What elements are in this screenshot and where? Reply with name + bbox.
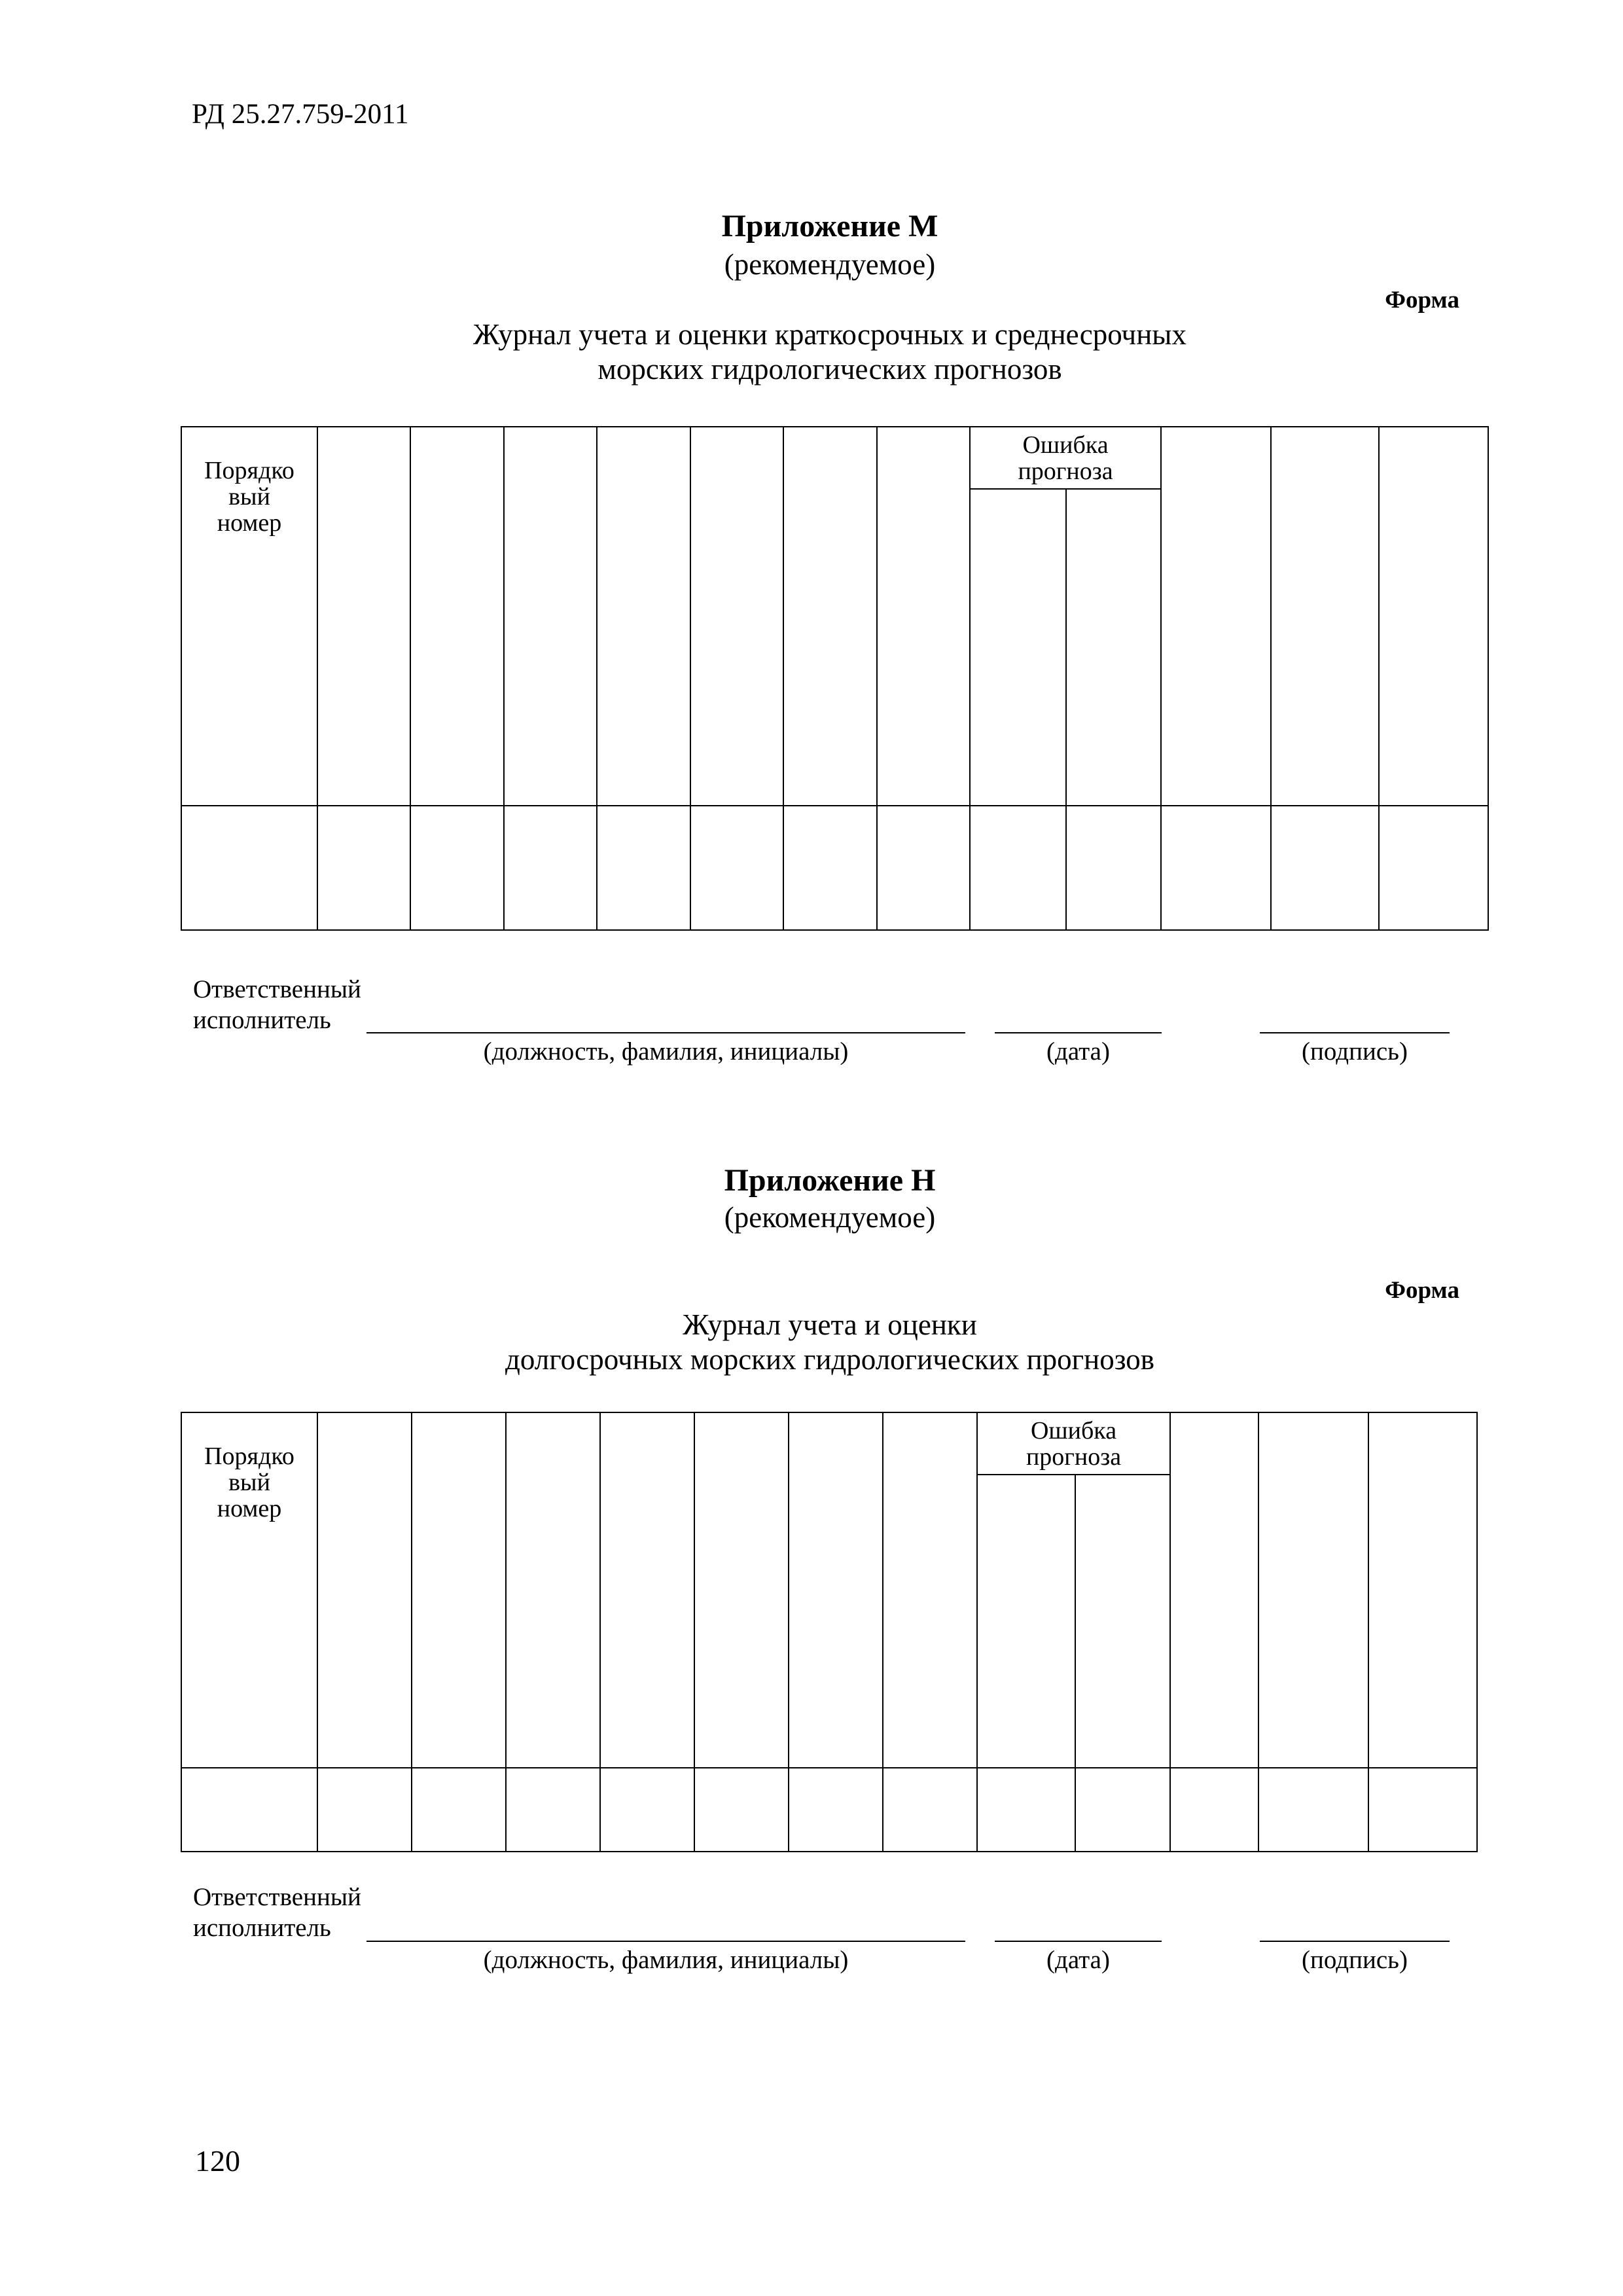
appendix-m-responsible-label: Ответственный исполнитель bbox=[193, 975, 361, 1034]
data-cell[interactable] bbox=[181, 806, 317, 930]
data-cell[interactable] bbox=[1161, 806, 1271, 930]
data-cell[interactable] bbox=[694, 1768, 789, 1852]
table-row bbox=[181, 806, 1488, 930]
table-row bbox=[181, 1768, 1477, 1852]
data-cell[interactable] bbox=[317, 806, 410, 930]
appendix-n-title: Приложение Н bbox=[724, 1163, 936, 1198]
data-cell[interactable] bbox=[597, 806, 690, 930]
header-order-number: Порядко вый номер bbox=[181, 1412, 317, 1768]
responsible-name-line[interactable] bbox=[366, 1941, 965, 1942]
caption-position-name: (должность, фамилия, инициалы) bbox=[483, 1946, 849, 1974]
header-date bbox=[317, 1412, 412, 1768]
journal-title-line2: долгосрочных морских гидрологических прогнозов bbox=[505, 1343, 1154, 1376]
header-lead-time bbox=[600, 1412, 694, 1768]
data-cell[interactable] bbox=[970, 806, 1066, 930]
responsible-signature-line[interactable] bbox=[1260, 1032, 1450, 1033]
page-number: 120 bbox=[195, 2144, 240, 2178]
header-fraction-error bbox=[1075, 1475, 1170, 1768]
data-cell[interactable] bbox=[412, 1768, 506, 1852]
header-note bbox=[1271, 427, 1379, 806]
caption-position-name: (должность, фамилия, инициалы) bbox=[483, 1037, 849, 1066]
header-observed bbox=[783, 427, 877, 806]
journal-title-line1: Журнал учета и оценки bbox=[683, 1308, 977, 1341]
data-cell[interactable] bbox=[690, 806, 783, 930]
data-cell[interactable] bbox=[410, 806, 504, 930]
data-cell[interactable] bbox=[977, 1768, 1075, 1852]
appendix-m-form-label: Форма bbox=[1385, 287, 1459, 314]
header-lead-time bbox=[597, 427, 690, 806]
responsible-date-line[interactable] bbox=[995, 1941, 1162, 1942]
data-cell[interactable] bbox=[1258, 1768, 1368, 1852]
header-forecast-error-group: Ошибка прогноза bbox=[977, 1412, 1170, 1475]
appendix-m-title: Приложение М bbox=[721, 209, 938, 243]
data-cell[interactable] bbox=[1271, 806, 1379, 930]
data-cell[interactable] bbox=[789, 1768, 883, 1852]
data-cell[interactable] bbox=[877, 806, 970, 930]
header-order-number: Порядко вый номер bbox=[181, 427, 317, 806]
data-cell[interactable] bbox=[504, 806, 597, 930]
caption-date: (дата) bbox=[1046, 1037, 1110, 1066]
data-cell[interactable] bbox=[317, 1768, 412, 1852]
appendix-n-form-label: Форма bbox=[1385, 1277, 1459, 1304]
data-cell[interactable] bbox=[600, 1768, 694, 1852]
data-cell[interactable] bbox=[1075, 1768, 1170, 1852]
appendix-n-subtitle: (рекомендуемое) bbox=[724, 1201, 936, 1234]
responsible-name-line[interactable] bbox=[366, 1032, 965, 1033]
data-cell[interactable] bbox=[783, 806, 877, 930]
data-cell[interactable] bbox=[1379, 806, 1488, 930]
data-cell[interactable] bbox=[1170, 1768, 1258, 1852]
header-justified bbox=[1170, 1412, 1258, 1768]
journal-title-line1: Журнал учета и оценки краткосрочных и среднесрочных bbox=[473, 318, 1187, 351]
data-cell[interactable] bbox=[1066, 806, 1161, 930]
header-station bbox=[506, 1412, 600, 1768]
header-forecast-error-group: Ошибка прогноза bbox=[970, 427, 1161, 489]
appendix-m-subtitle: (рекомендуемое) bbox=[724, 248, 936, 281]
header-absolute-error bbox=[977, 1475, 1075, 1768]
appendix-n-journal-table bbox=[181, 1412, 1478, 1852]
appendix-n-responsible-label: Ответственный исполнитель bbox=[193, 1883, 361, 1942]
header-absolute-error bbox=[970, 489, 1066, 806]
header-predicted bbox=[694, 1412, 789, 1768]
header-sea bbox=[410, 427, 504, 806]
header-allowed-error bbox=[883, 1412, 977, 1768]
appendix-m-journal-table bbox=[181, 426, 1489, 931]
data-cell[interactable] bbox=[1368, 1768, 1477, 1852]
data-cell[interactable] bbox=[181, 1768, 317, 1852]
caption-signature: (подпись) bbox=[1302, 1946, 1408, 1974]
caption-signature: (подпись) bbox=[1302, 1037, 1408, 1066]
data-cell[interactable] bbox=[506, 1768, 600, 1852]
header-predicted bbox=[690, 427, 783, 806]
header-justified bbox=[1161, 427, 1271, 806]
header-signature bbox=[1368, 1412, 1477, 1768]
header-fraction-error bbox=[1066, 489, 1161, 806]
header-signature bbox=[1379, 427, 1488, 806]
appendix-m-journal-title bbox=[0, 317, 1623, 387]
responsible-date-line[interactable] bbox=[995, 1032, 1162, 1033]
header-observed bbox=[789, 1412, 883, 1768]
header-station bbox=[504, 427, 597, 806]
header-note bbox=[1258, 1412, 1368, 1768]
caption-date: (дата) bbox=[1046, 1946, 1110, 1974]
header-sea bbox=[412, 1412, 506, 1768]
data-cell[interactable] bbox=[883, 1768, 977, 1852]
appendix-n-journal-title bbox=[0, 1308, 1623, 1377]
header-date bbox=[317, 427, 410, 806]
header-allowed-error bbox=[877, 427, 970, 806]
document-code: РД 25.27.759-2011 bbox=[192, 99, 409, 130]
responsible-signature-line[interactable] bbox=[1260, 1941, 1450, 1942]
journal-title-line2: морских гидрологических прогнозов bbox=[597, 353, 1062, 386]
